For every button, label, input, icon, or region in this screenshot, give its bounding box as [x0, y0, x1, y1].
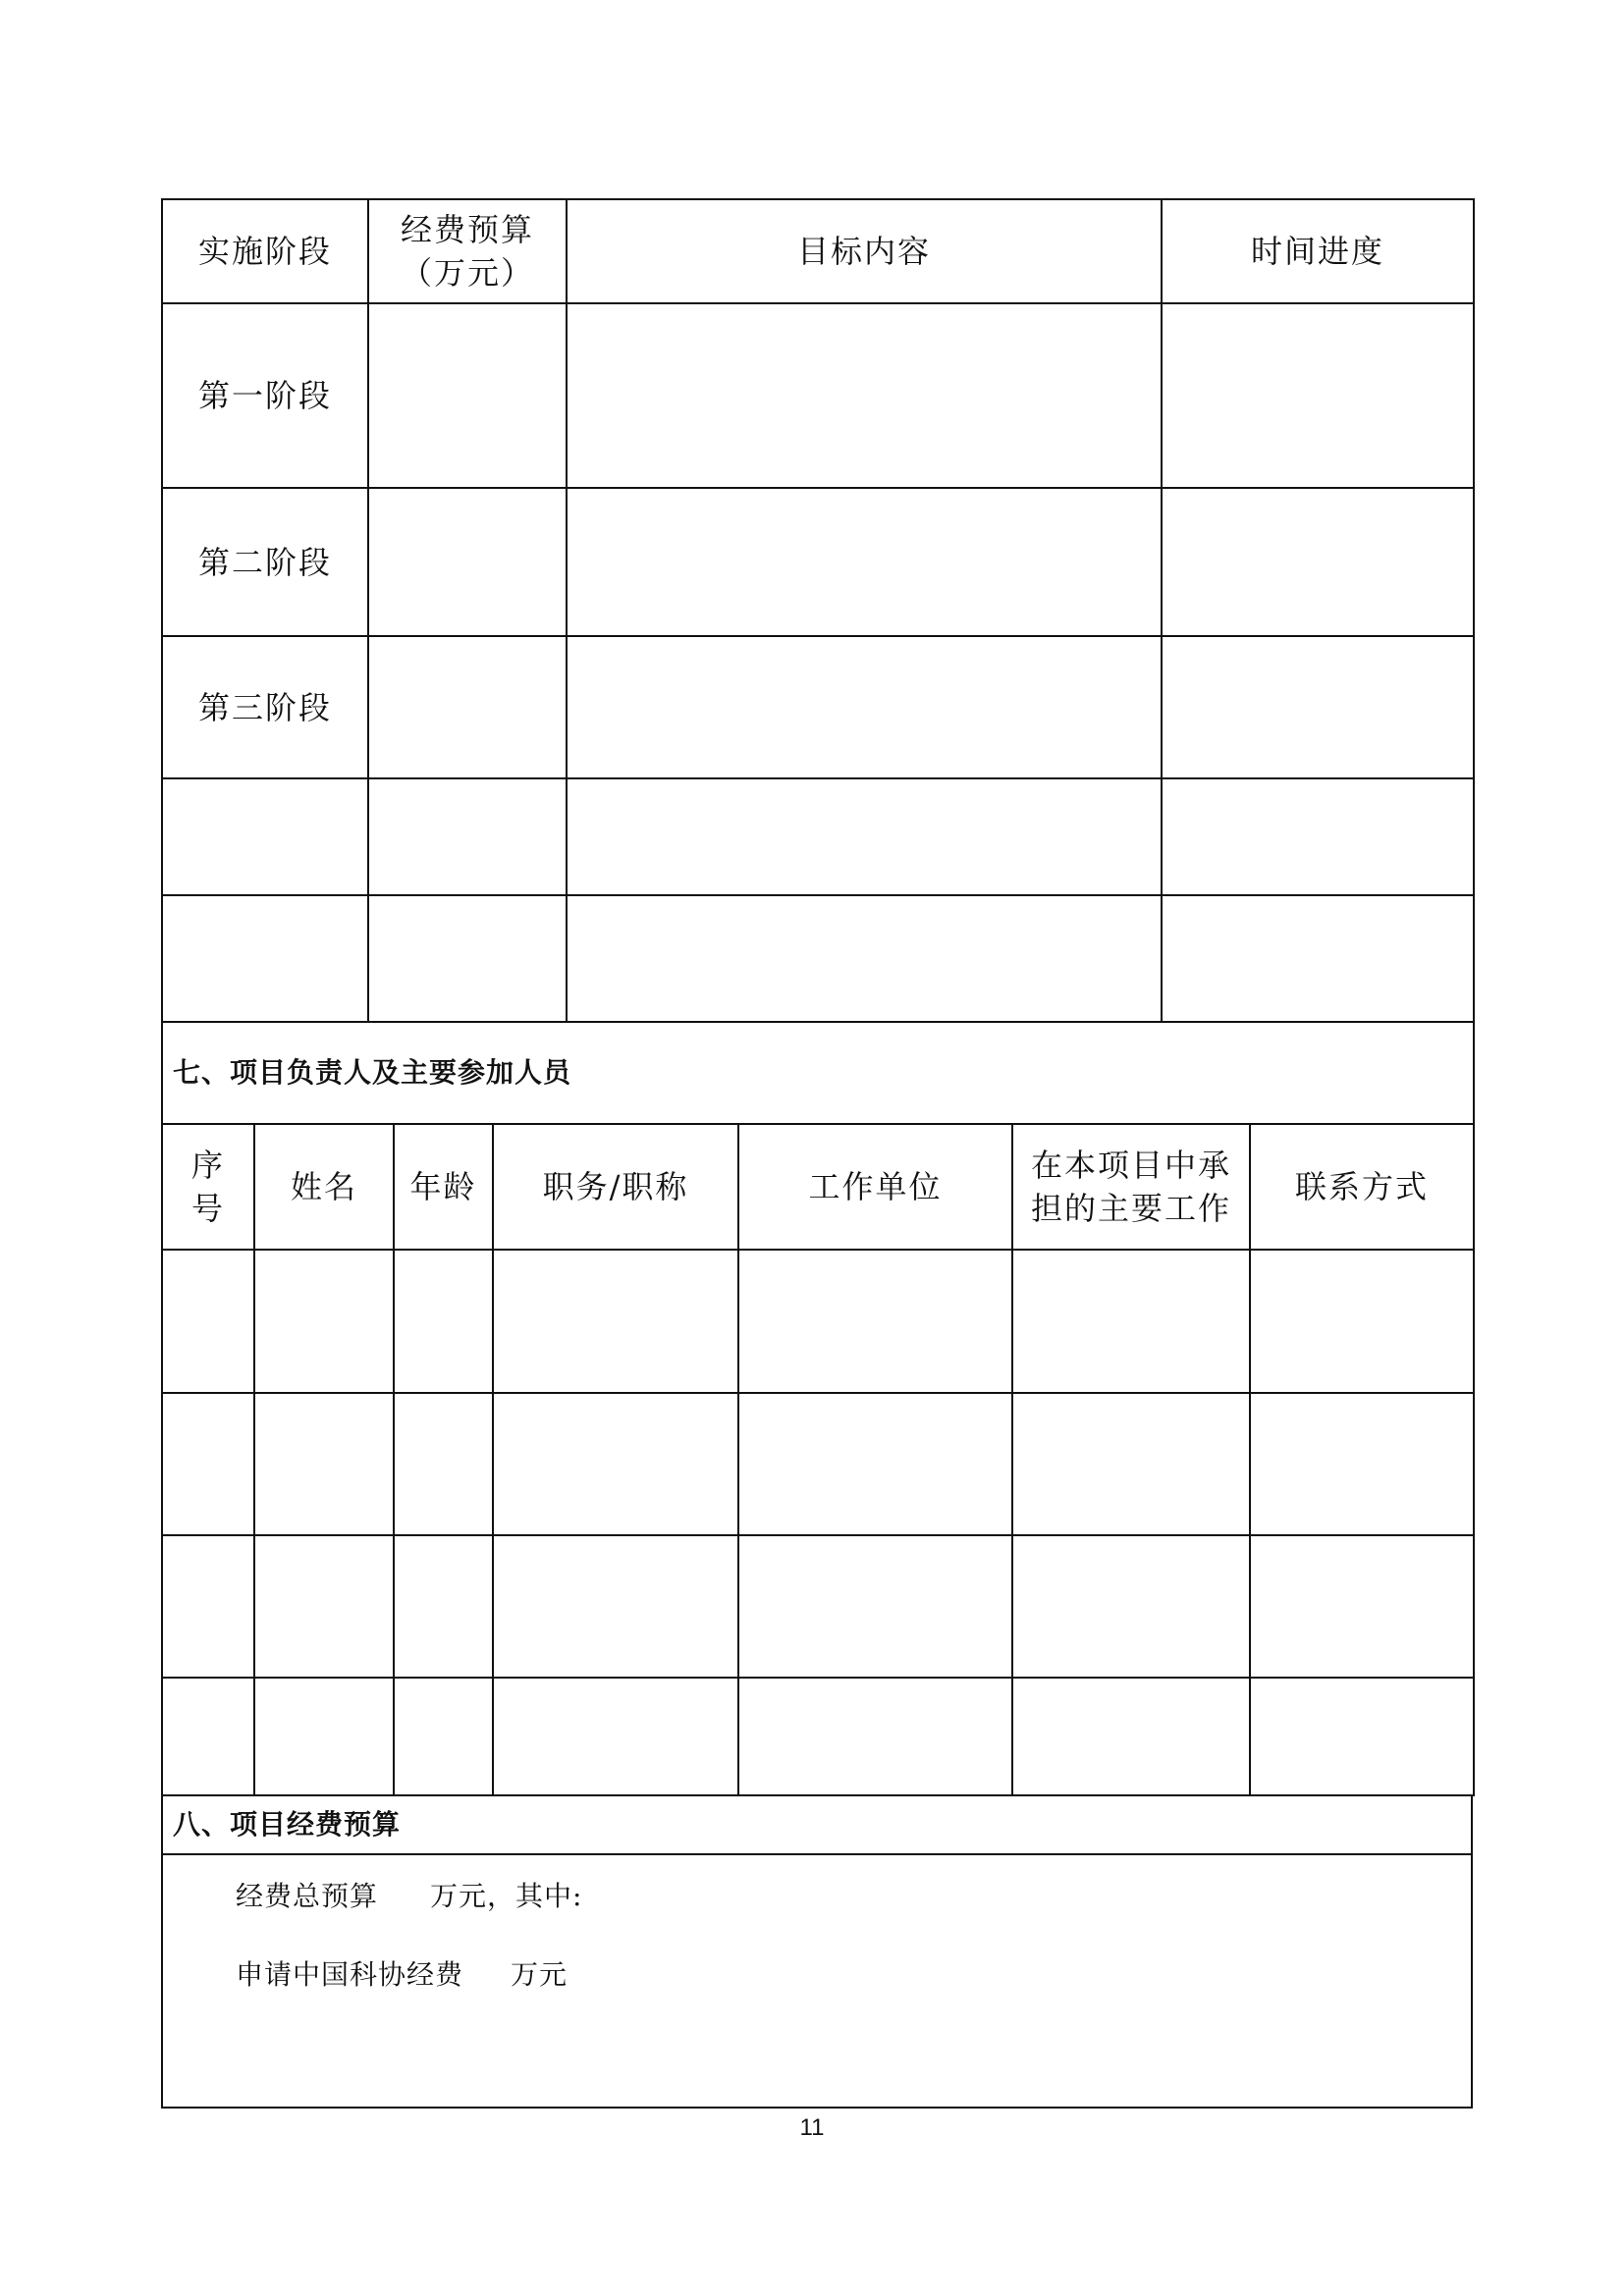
- index-header-cell: [162, 1124, 254, 1250]
- name-input-cell[interactable]: [254, 1678, 394, 1795]
- total-budget-label: 经费总预算: [236, 1880, 379, 1912]
- staff-row: [162, 1250, 1474, 1393]
- stage-label-cell: 第三阶段: [162, 636, 368, 778]
- cast-budget-line: [163, 1953, 1471, 1997]
- position-input-cell[interactable]: [493, 1535, 738, 1678]
- position-input-cell[interactable]: [493, 1393, 738, 1535]
- staff-row: [162, 1393, 1474, 1535]
- contact-input-cell[interactable]: [1250, 1535, 1474, 1678]
- index-input-cell[interactable]: [162, 1678, 254, 1795]
- stage-row-1: [162, 303, 1474, 488]
- schedule-header-cell: 时间进度: [1162, 199, 1474, 303]
- budget-input-cell[interactable]: [368, 636, 567, 778]
- budget-input-cell[interactable]: [368, 895, 567, 1022]
- position-input-cell[interactable]: [493, 1250, 738, 1393]
- goal-header-cell: 目标内容: [567, 199, 1162, 303]
- employer-header-cell: 工作单位: [738, 1124, 1012, 1250]
- contact-input-cell[interactable]: [1250, 1678, 1474, 1795]
- employer-input-cell[interactable]: [738, 1393, 1012, 1535]
- budget-body-row: [162, 1854, 1472, 2108]
- staff-row: [162, 1535, 1474, 1678]
- budget-section-title-row: [162, 1795, 1472, 1854]
- role-input-cell[interactable]: [1012, 1393, 1250, 1535]
- goal-input-cell[interactable]: [567, 303, 1162, 488]
- stage-label-cell: 第一阶段: [162, 303, 368, 488]
- budget-header-line2: （万元）: [400, 254, 534, 292]
- employer-input-cell[interactable]: [738, 1535, 1012, 1678]
- index-header-line1: 序: [190, 1147, 225, 1184]
- stage-row-4: [162, 778, 1474, 895]
- budget-input-cell[interactable]: [368, 778, 567, 895]
- role-input-cell[interactable]: [1012, 1250, 1250, 1393]
- goal-input-cell[interactable]: [567, 488, 1162, 636]
- staff-section-title-row: [162, 1022, 1474, 1124]
- staff-table: [161, 1021, 1475, 1796]
- stage-row-2: [162, 488, 1474, 636]
- schedule-input-cell[interactable]: [1162, 778, 1474, 895]
- staff-header-row: [162, 1124, 1474, 1250]
- budget-body-cell[interactable]: [162, 1854, 1472, 2108]
- cast-budget-label: 申请中国科协经费: [236, 1958, 464, 1991]
- age-input-cell[interactable]: [394, 1250, 493, 1393]
- schedule-input-cell[interactable]: [1162, 636, 1474, 778]
- stage-header-cell: 实施阶段: [162, 199, 368, 303]
- index-input-cell[interactable]: [162, 1250, 254, 1393]
- age-header-cell: 年龄: [394, 1124, 493, 1250]
- age-input-cell[interactable]: [394, 1678, 493, 1795]
- age-input-cell[interactable]: [394, 1535, 493, 1678]
- schedule-input-cell[interactable]: [1162, 488, 1474, 636]
- schedule-input-cell[interactable]: [1162, 303, 1474, 488]
- index-input-cell[interactable]: [162, 1393, 254, 1535]
- stage-row-5: [162, 895, 1474, 1022]
- goal-input-cell[interactable]: [567, 895, 1162, 1022]
- index-header-line2: 号: [190, 1190, 225, 1227]
- stage-label-cell[interactable]: [162, 895, 368, 1022]
- goal-input-cell[interactable]: [567, 636, 1162, 778]
- name-header-cell: 姓名: [254, 1124, 394, 1250]
- employer-input-cell[interactable]: [738, 1250, 1012, 1393]
- role-input-cell[interactable]: [1012, 1678, 1250, 1795]
- role-input-cell[interactable]: [1012, 1535, 1250, 1678]
- staff-section-title: 七、项目负责人及主要参加人员: [162, 1022, 1474, 1124]
- contact-input-cell[interactable]: [1250, 1393, 1474, 1535]
- role-header-line1: 在本项目中承: [1030, 1147, 1231, 1184]
- age-input-cell[interactable]: [394, 1393, 493, 1535]
- name-input-cell[interactable]: [254, 1535, 394, 1678]
- schedule-input-cell[interactable]: [1162, 895, 1474, 1022]
- budget-input-cell[interactable]: [368, 488, 567, 636]
- total-budget-unit: 万元，其中:: [430, 1880, 583, 1912]
- budget-input-cell[interactable]: [368, 303, 567, 488]
- budget-header-cell: [368, 199, 567, 303]
- stage-header-row: [162, 199, 1474, 303]
- index-input-cell[interactable]: [162, 1535, 254, 1678]
- stage-label-cell[interactable]: [162, 778, 368, 895]
- goal-input-cell[interactable]: [567, 778, 1162, 895]
- contact-input-cell[interactable]: [1250, 1250, 1474, 1393]
- budget-table: [161, 1794, 1473, 2109]
- employer-input-cell[interactable]: [738, 1678, 1012, 1795]
- name-input-cell[interactable]: [254, 1250, 394, 1393]
- role-header-line2: 担的主要工作: [1030, 1190, 1231, 1227]
- cast-budget-unit: 万元: [511, 1958, 568, 1991]
- page-number: 11: [799, 2114, 825, 2141]
- staff-row: [162, 1678, 1474, 1795]
- stage-label-cell: 第二阶段: [162, 488, 368, 636]
- budget-header-line1: 经费预算: [400, 211, 534, 248]
- total-budget-line: [163, 1875, 1471, 1918]
- role-header-cell: [1012, 1124, 1250, 1250]
- stage-row-3: [162, 636, 1474, 778]
- name-input-cell[interactable]: [254, 1393, 394, 1535]
- position-input-cell[interactable]: [493, 1678, 738, 1795]
- stage-table: [161, 198, 1475, 1023]
- contact-header-cell: 联系方式: [1250, 1124, 1474, 1250]
- position-header-cell: 职务/职称: [493, 1124, 738, 1250]
- budget-section-title: 八、项目经费预算: [162, 1795, 1472, 1854]
